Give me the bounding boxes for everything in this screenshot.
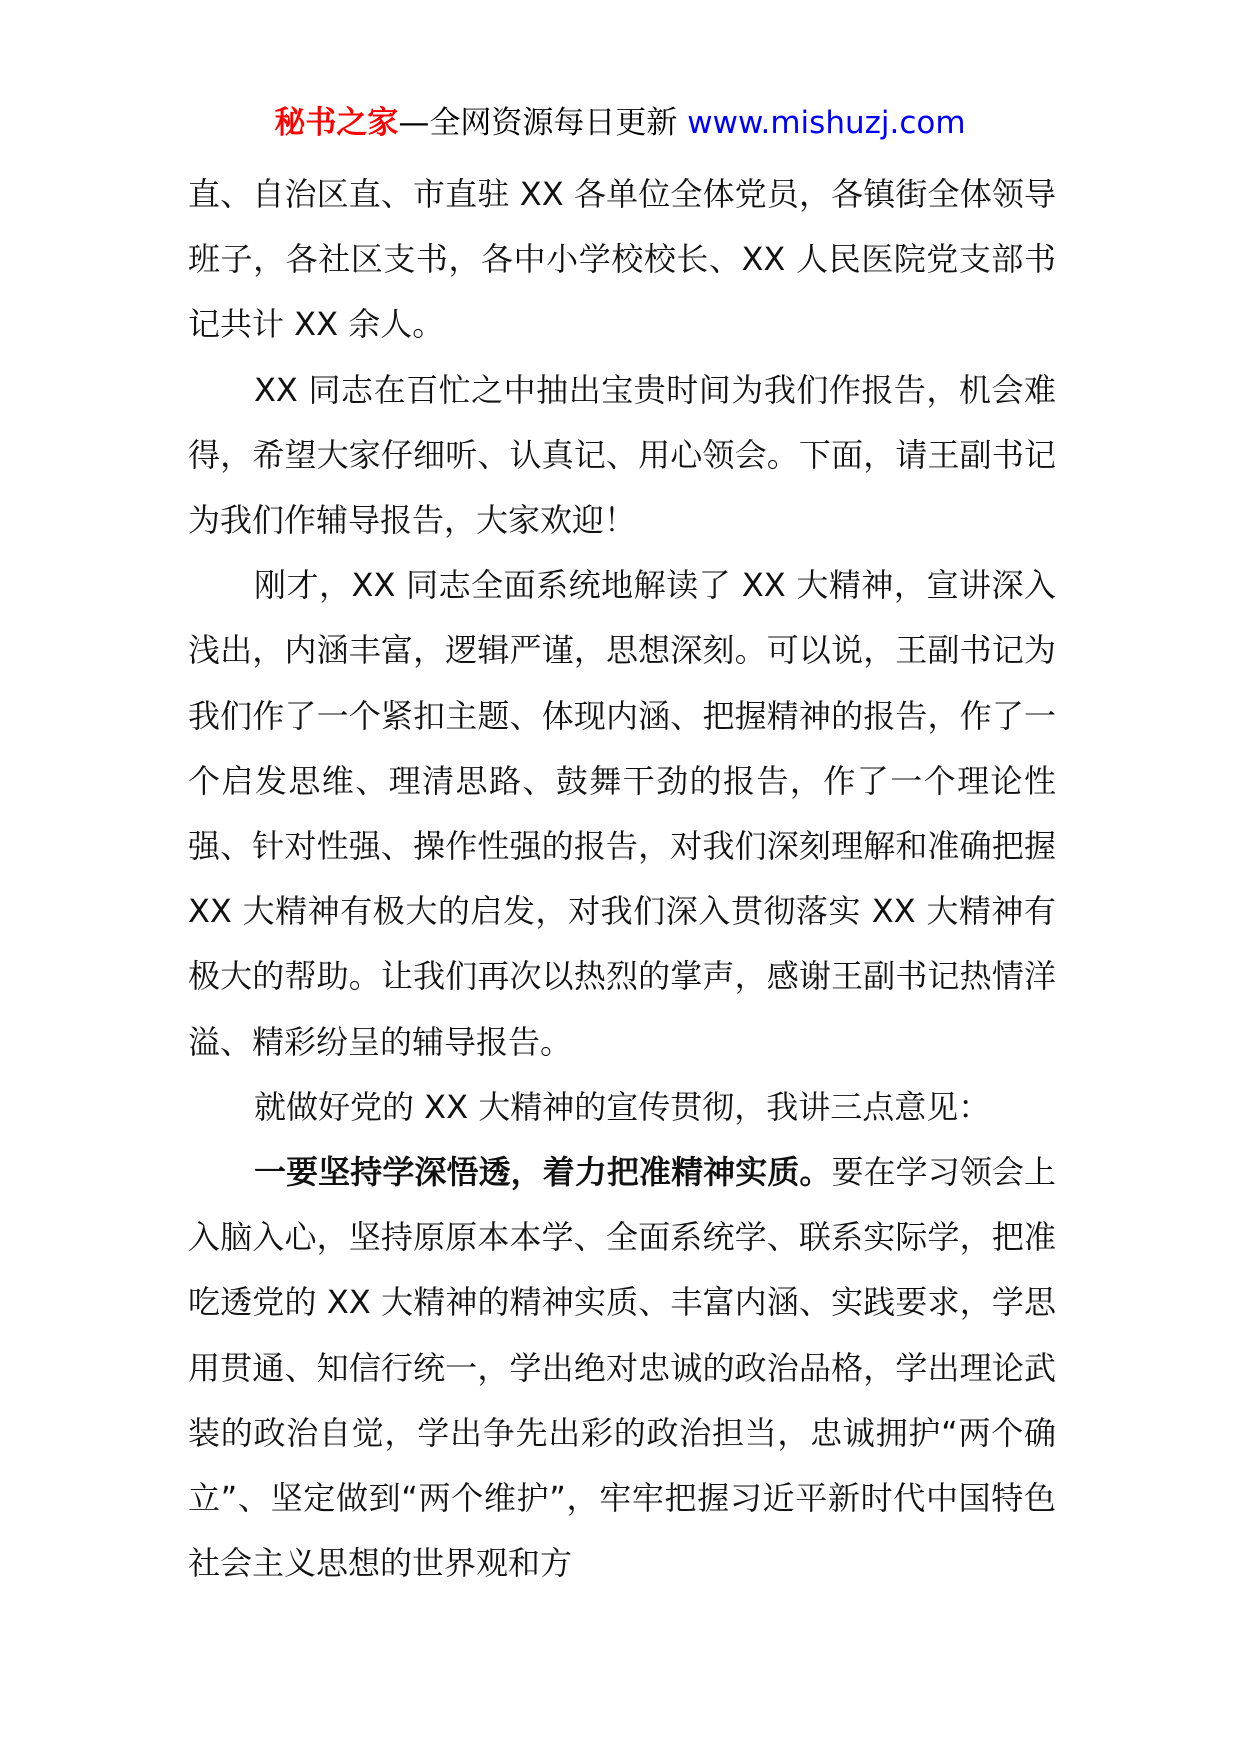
document-body bbox=[188, 162, 1056, 1596]
paragraph-point-one bbox=[188, 1140, 1056, 1596]
point-one-body: 要在学习领会上入脑入心，坚持原原本本学、全面系统学、联系实际学，把准吃透党的 XX 大精神的精神实质、丰富内涵、实践要求，学思用贯通、知信行统一，学出绝对忠诚的政治品格，学出理论武装的政治自觉，学出争先出彩的政治担当，忠诚拥护“两个确立”、坚定做到“两个维护”，牢牢把握习近平新时代中国特色社会主义思想的世界观和方 bbox=[188, 1153, 1056, 1583]
brand-name: 秘书之家 bbox=[274, 105, 399, 141]
paragraph-intro-points: 就做好党的 XX 大精神的宣传贯彻，我讲三点意见： bbox=[254, 1087, 991, 1126]
paragraph-summary: 刚才，XX 同志全面系统地解读了 XX 大精神，宣讲深入浅出，内涵丰富，逻辑严谨，思想深刻。可以说，王副书记为我们作了一个紧扣主题、体现内涵、把握精神的报告，作了一个启发思维、理清思路、鼓舞干劲的报告，作了一个理论性强、针对性强、操作性强的报告，对我们深刻理解和准确把握 XX 大精神有极大的启发，对我们深入贯彻落实 XX 大精神有极大的帮助。让我们再次以热烈的掌声，感谢王副书记热情洋溢、精彩纷呈的辅导报告。 bbox=[188, 566, 1056, 1061]
paragraph-welcome: XX 同志在百忙之中抽出宝贵时间为我们作报告，机会难得，希望大家仔细听、认真记、用心领会。下面，请王副书记为我们作辅导报告，大家欢迎！ bbox=[188, 370, 1056, 540]
paragraph-attendees: 直、自治区直、市直驻 XX 各单位全体党员，各镇街全体领导班子，各社区支书，各中小学校校长、XX 人民医院党支部书记共计 XX 余人。 bbox=[188, 175, 1056, 344]
header-tagline: —全网资源每日更新 bbox=[398, 105, 678, 141]
page-header bbox=[0, 100, 1240, 146]
point-one-heading: 一要坚持学深悟透，着力把准精神实质。 bbox=[254, 1153, 832, 1192]
website-link[interactable]: www.mishuzj.com bbox=[687, 105, 966, 141]
